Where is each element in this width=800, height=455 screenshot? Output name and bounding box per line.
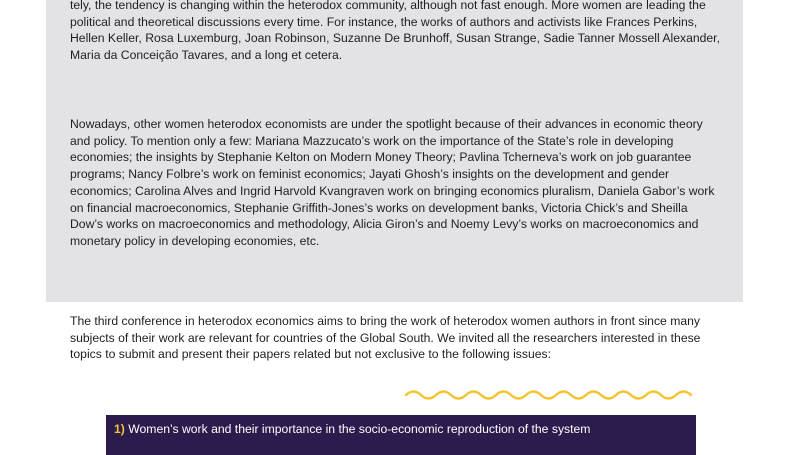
issue-card-1 [106, 415, 696, 455]
decorative-wave-divider [404, 386, 700, 404]
intro-box [46, 0, 743, 302]
issue-number: 1) [114, 422, 125, 436]
intro-paragraph-1: tely, the tendency is changing within the heterodox community, although not fast enough. More women are leading the political and theoretical discussions every time. For instance, the works of authors and activists like Frances Perkins, Hellen Keller, Rosa Luxemburg, Joan Robinson, Suzanne De Brunhoff, Susan Strange, Sadie Tanner Mossell Alexander, Maria da Conceição Tavares, and a long et cetera. [70, 0, 720, 63]
issue-text: Women’s work and their importance in the socio-economic reproduction of the system [128, 422, 591, 436]
intro-paragraph-2: Nowadays, other women heterodox economists are under the spotlight because of their advances in economic theory and policy. To mention only a few: Mariana Mazzucato’s work on the importance of the State’s role in developing economies; the insights by Stephanie Kelton on Modern Money Theory; Pavlina Tcherneva’s work on job guarantee programs; Nancy Folbre’s work on feminist economics; Jayati Ghosh’s insights on the development and gender economics; Carolina Alves and Ingrid Harvold Kvangraven work on bringing economics pluralism, Daniela Gabor’s work on financial macroeconomics, Stephanie Griffith-Jones’s works on development banks, Victoria Chick’s and Sheilla Dow’s works on macroeconomics and methodology, Alicia Giron’s and Noemy Levy’s works on macroeconomics and monetary policy in developing economies, etc. [70, 117, 715, 248]
issue-1 [114, 422, 674, 438]
conference-paragraph: The third conference in heterodox economics aims to bring the work of heterodox women authors in front since many subjects of their work are relevant for countries of the Global South. We invited all the researchers interested in these topics to submit and present their papers related but not exclusive to the following issues: [70, 314, 701, 362]
